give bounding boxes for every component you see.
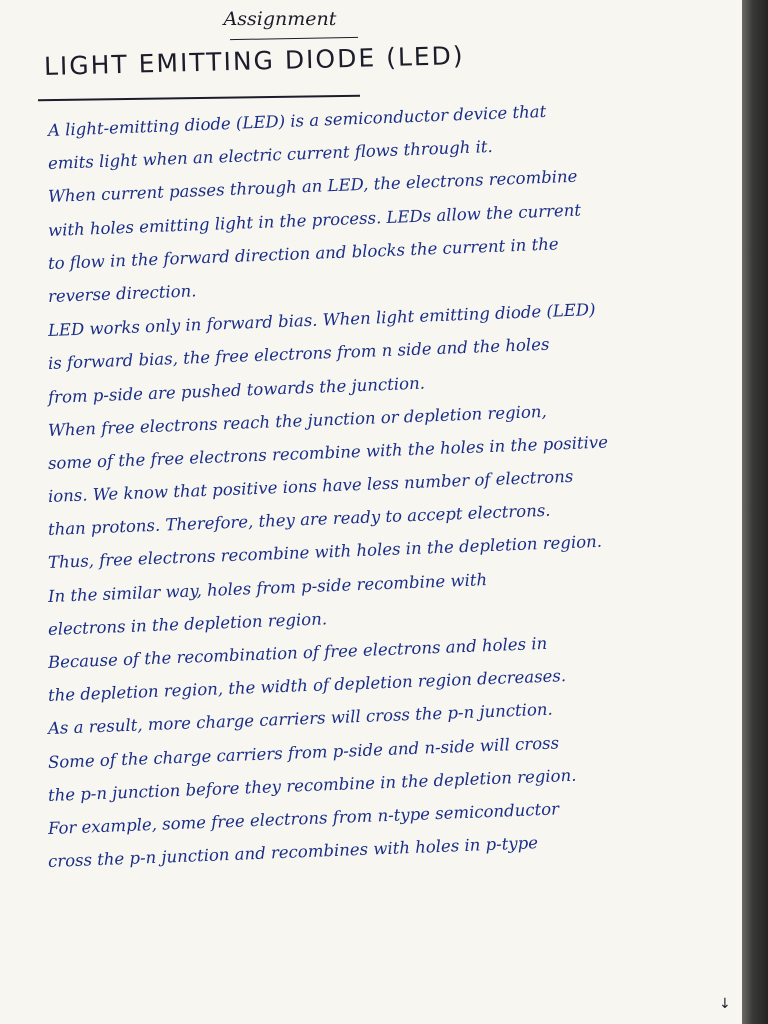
text-line: emits light when an electric current flows through it. bbox=[47, 137, 494, 174]
text-line: from p-side are pushed towards the junction. bbox=[47, 373, 426, 407]
scan-edge-shadow bbox=[742, 0, 768, 1024]
text-line: to flow in the forward direction and blocks the current in the bbox=[47, 234, 559, 273]
text-line: is forward bias, the free electrons from n side and the holes bbox=[47, 335, 550, 374]
text-line: In the similar way, holes from p-side recombine with bbox=[47, 569, 488, 606]
title-underline bbox=[38, 95, 360, 101]
text-line: LED works only in forward bias. When light emitting diode (LED) bbox=[47, 300, 596, 341]
text-line: the depletion region, the width of depletion region decreases. bbox=[47, 666, 567, 706]
text-line: reverse direction. bbox=[47, 281, 197, 306]
text-line: Some of the charge carriers from p-side and n-side will cross bbox=[47, 732, 560, 772]
text-line: Thus, free electrons recombine with holes in the depletion region. bbox=[47, 532, 603, 573]
text-line: cross the p-n junction and recombines with holes in p-type bbox=[47, 833, 539, 872]
text-line: electrons in the depletion region. bbox=[47, 609, 328, 639]
text-line: ions. We know that positive ions have less number of electrons bbox=[47, 466, 574, 507]
text-line: When free electrons reach the junction or depletion region, bbox=[47, 401, 548, 440]
text-line: Because of the recombination of free electrons and holes in bbox=[47, 633, 548, 672]
assignment-heading: Assignment bbox=[223, 8, 337, 30]
text-line: with holes emitting light in the process. LEDs allow the current bbox=[47, 200, 582, 240]
text-line: As a result, more charge carriers will cross the p-n junction. bbox=[47, 699, 554, 739]
heading-underline bbox=[230, 37, 358, 40]
page-title: LIGHT EMITTING DIODE (LED) bbox=[43, 40, 465, 81]
text-line: some of the free electrons recombine with the holes in the positive bbox=[47, 432, 609, 473]
page-turn-arrow-icon: ↓ bbox=[719, 996, 731, 1012]
text-line: For example, some free electrons from n-type semiconductor bbox=[47, 799, 560, 838]
text-line: than protons. Therefore, they are ready to accept electrons. bbox=[47, 500, 551, 540]
text-line: the p-n junction before they recombine in the depletion region. bbox=[47, 765, 577, 805]
handwritten-body bbox=[47, 101, 728, 878]
text-line: A light-emitting diode (LED) is a semiconductor device that bbox=[47, 101, 547, 140]
text-line: When current passes through an LED, the electrons recombine bbox=[47, 167, 578, 207]
